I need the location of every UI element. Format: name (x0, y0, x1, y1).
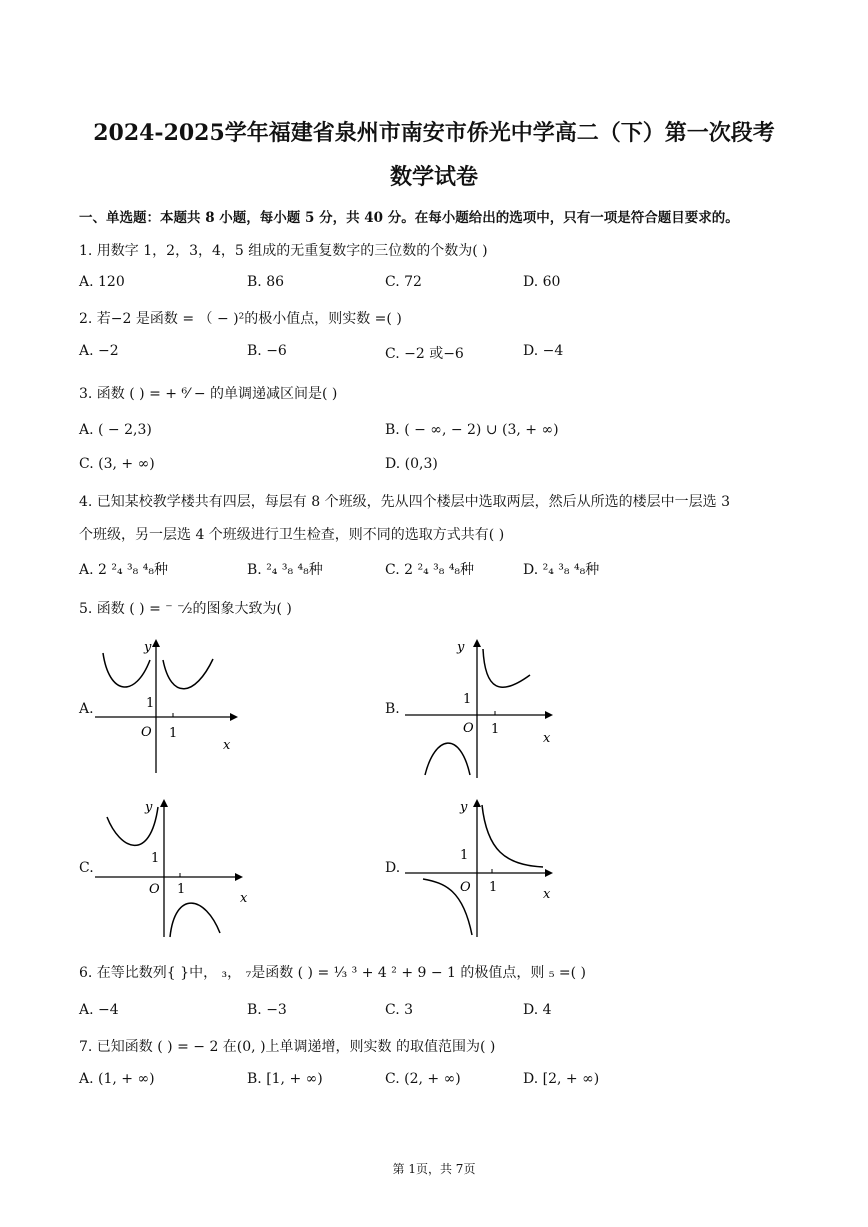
q1-option-a: A. 120 (79, 274, 125, 290)
question-4-stem-line-1: 4. 已知某校教学楼共有四层，每层有 8 个班级，先从四个楼层中选取两层，然后从所选的楼层中一层选 3 (79, 494, 730, 510)
q7-option-b: B. [1, + ∞) (247, 1071, 323, 1087)
q6-option-a: A. −4 (79, 1002, 119, 1018)
q4-option-b: B. ²₄ ³₈ ⁴₈种 (247, 562, 323, 578)
graph-c-y-one: 1 (151, 851, 160, 866)
q7-option-a: A. (1, + ∞) (79, 1071, 155, 1087)
q1-option-b: B. 86 (247, 274, 285, 290)
graph-b-label: B. (385, 701, 400, 717)
graph-a-label: A. (79, 701, 94, 717)
q4-option-a: A. 2 ²₄ ³₈ ⁴₈种 (79, 562, 168, 578)
graph-d-x-label: x (543, 887, 551, 902)
q6-option-b: B. −3 (247, 1002, 287, 1018)
graph-c (95, 795, 248, 940)
q3-option-c: C. (3, + ∞) (79, 456, 155, 472)
q1-option-c: C. 72 (385, 274, 422, 290)
q4-option-d: D. ²₄ ³₈ ⁴₈种 (523, 562, 600, 578)
graph-c-origin: O (149, 882, 160, 897)
graph-d-origin: O (460, 880, 471, 895)
graph-a (95, 635, 240, 775)
q4-option-c: C. 2 ²₄ ³₈ ⁴₈种 (385, 562, 475, 578)
q6-option-c: C. 3 (385, 1002, 414, 1018)
graph-a-y-one: 1 (146, 696, 155, 711)
title-line-2: 数学试卷 (389, 164, 478, 190)
graph-b-origin: O (463, 721, 474, 736)
q3-option-d: D. (0,3) (385, 456, 438, 472)
graph-a-origin: O (141, 725, 152, 740)
q2-option-b: B. −6 (247, 343, 287, 359)
graph-c-x-label: x (240, 891, 248, 906)
graph-a-x-one: 1 (169, 726, 178, 741)
q2-option-c: C. −2 或−6 (385, 346, 464, 362)
graph-b (405, 635, 555, 780)
graph-a-y-label: y (144, 640, 152, 655)
q1-option-d: D. 60 (523, 274, 561, 290)
graph-d-x-one: 1 (489, 880, 498, 895)
q3-option-a: A. ( − 2,3) (79, 422, 152, 438)
question-7-stem: 7. 已知函数 ( ) = − 2 在(0, )上单调递增，则实数 的取值范围为( ) (79, 1039, 496, 1055)
section-heading: 一、单选题：本题共 8 小题，每小题 5 分，共 40 分。在每小题给出的选项中，只有一项是符合题目要求的。 (79, 210, 739, 226)
graph-d-y-label: y (460, 800, 468, 815)
q2-option-a: A. −2 (79, 343, 119, 359)
graph-d-y-one: 1 (460, 848, 469, 863)
graph-b-x-label: x (543, 731, 551, 746)
q7-option-c: C. (2, + ∞) (385, 1071, 461, 1087)
question-4-stem-line-2: 个班级，另一层选 4 个班级进行卫生检查，则不同的选取方式共有( ) (79, 527, 505, 543)
graph-c-label: C. (79, 860, 94, 876)
q3-option-b: B. ( − ∞, − 2) ∪ (3, + ∞) (385, 422, 559, 438)
question-5-stem: 5. 函数 ( ) = ⁻ ⁻⁄₂的图象大致为( ) (79, 601, 292, 617)
graph-b-y-one: 1 (463, 692, 472, 707)
q6-option-d: D. 4 (523, 1002, 552, 1018)
title-line-1: 2024-2025学年福建省泉州市南安市侨光中学高二（下）第一次段考 (93, 120, 775, 146)
q2-option-d: D. −4 (523, 343, 564, 359)
graph-c-x-one: 1 (177, 882, 186, 897)
graph-a-x-label: x (223, 738, 231, 753)
question-3-stem: 3. 函数 ( ) = + ⁶⁄ − 的单调递减区间是( ) (79, 386, 338, 402)
page-footer: 第 1页，共 7页 (392, 1162, 476, 1176)
q7-option-d: D. [2, + ∞) (523, 1071, 600, 1087)
graph-d-label: D. (385, 860, 401, 876)
graph-c-y-label: y (145, 800, 153, 815)
question-1-stem: 1. 用数字 1，2，3，4，5 组成的无重复数字的三位数的个数为( ) (79, 243, 488, 259)
graph-b-x-one: 1 (491, 722, 500, 737)
question-6-stem: 6. 在等比数列{ }中， ₃， ₇是函数 ( ) = ¹⁄₃ ³ + 4 ² + 9 − 1 的极值点，则 ₅ =( ) (79, 965, 587, 981)
graph-b-y-label: y (457, 640, 465, 655)
question-2-stem: 2. 若−2 是函数 = （ − )²的极小值点，则实数 =( ) (79, 311, 402, 327)
graph-d (405, 795, 555, 940)
